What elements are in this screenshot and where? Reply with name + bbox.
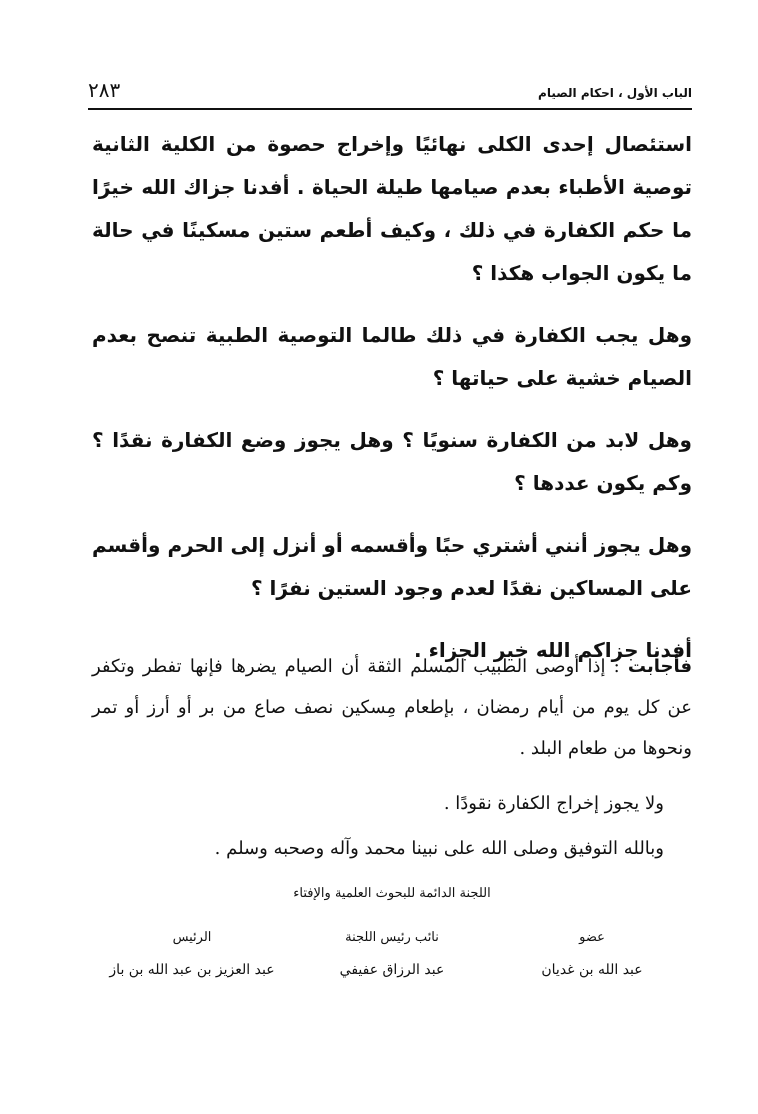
question-paragraph: أفدنا جزاكم الله خير الجزاء . xyxy=(414,638,692,662)
signatory-name: عبد العزيز بن عبد الله بن باز xyxy=(109,962,275,978)
signatory-name: عبد الرزاق عفيفي xyxy=(339,962,445,978)
signatory-role: الرئيس xyxy=(172,930,212,945)
question-paragraph: استئصال إحدى الكلى نهائيًا وإخراج حصوة من الكلية الثانية توصية الأطباء بعدم صيامها طيلة الحياة . أفدنا جزاك الله خيرًا ما حكم الكفارة في ذلك ، وكيف أطعم ستين مسكينًا في حالة ما يكون الجواب هكذا ؟ xyxy=(92,132,692,285)
signatories xyxy=(92,924,692,994)
signatory-name: عبد الله بن غديان xyxy=(541,962,643,978)
signatory-role: نائب رئيس اللجنة xyxy=(345,930,439,945)
answer-block xyxy=(92,646,692,869)
answer-label: فأجابت xyxy=(627,656,692,677)
question-paragraph: وهل لابد من الكفارة سنويًا ؟ وهل يجوز وضع الكفارة نقدًا ؟ وكم يكون عددها ؟ xyxy=(92,428,692,495)
chapter-title: الباب الأول ، احكام الصيام xyxy=(538,86,692,100)
committee-name: اللجنة الدائمة للبحوث العلمية والإفتاء xyxy=(293,886,491,901)
question-paragraph: وهل يجب الكفارة في ذلك طالما التوصية الطبية تنصح بعدم الصيام خشية على حياتها ؟ xyxy=(92,323,692,390)
answer-colon: : xyxy=(605,656,628,677)
signatory-role: عضو xyxy=(579,930,605,945)
question-block xyxy=(92,123,692,691)
question-paragraph: وهل يجوز أنني أشتري حبًا وأقسمه أو أنزل إلى الحرم وأقسم على المساكين نقدًا لعدم وجود الستين نفرًا ؟ xyxy=(92,533,692,600)
answer-closing: وبالله التوفيق وصلى الله على نبينا محمد وآله وصحبه وسلم . xyxy=(214,838,664,859)
signatory-chair xyxy=(92,924,292,988)
answer-paragraph xyxy=(92,646,692,769)
answer-ruling: ولا يجوز إخراج الكفارة نقودًا . xyxy=(443,793,664,814)
answer-text: إذا أوصى الطبيب المسلم الثقة أن الصيام يضرها فإنها تفطر وتكفر عن كل يوم من أيام رمضان ، بإطعام مِسكين نصف صاع من بر أو أرز أو تمر ونحوها من طعام البلد . xyxy=(92,656,692,759)
signatory-member xyxy=(492,924,692,988)
header-rule xyxy=(88,108,692,110)
running-header xyxy=(88,78,692,112)
page-number: ٢٨٣ xyxy=(88,78,121,102)
signatory-vice-chair xyxy=(292,924,492,988)
